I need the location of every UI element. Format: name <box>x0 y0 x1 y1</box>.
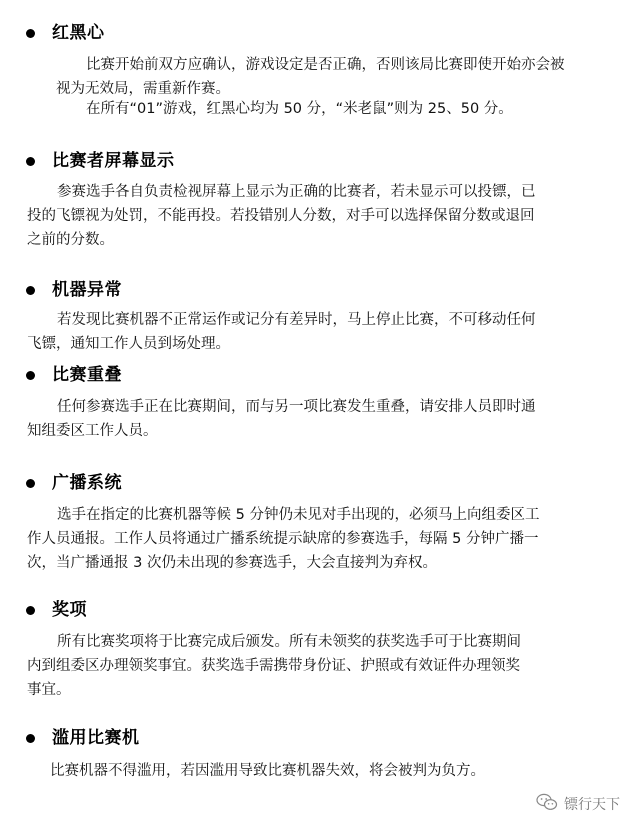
text-line: 视为无效局，需重新作赛。 <box>56 81 230 97</box>
bullet-icon <box>26 286 35 295</box>
paragraph <box>27 395 607 443</box>
section-heading <box>22 363 122 387</box>
text-line: 参赛选手各自负责检视屏幕上显示为正确的比赛者，若未显示可以投镖，已 <box>57 184 536 200</box>
section-heading-text: 奖项 <box>52 600 87 620</box>
paragraph <box>50 759 610 783</box>
text-line: 比赛开始前双方应确认，游戏设定是否正确，否则该局比赛即使开始亦会被 <box>86 57 565 73</box>
text-line: 内到组委区办理领奖事宜。获奖选手需携带身份证、护照或有效证件办理领奖 <box>27 658 520 674</box>
text-line: 比赛机器不得滥用，若因滥用导致比赛机器失效，将会被判为负方。 <box>50 763 485 779</box>
section-heading-text: 比赛重叠 <box>52 365 122 385</box>
paragraph <box>56 53 600 101</box>
text-line: 若发现比赛机器不正常运作或记分有差异时，马上停止比赛，不可移动任何 <box>57 312 536 328</box>
section-heading-text: 比赛者屏幕显示 <box>52 151 175 171</box>
bullet-icon <box>26 371 35 380</box>
bullet-icon <box>26 606 35 615</box>
bullet-icon <box>26 734 35 743</box>
text-line: 次，当广播通报 3 次仍未出现的参赛选手，大会直接判为弃权。 <box>27 555 437 571</box>
section-heading-text: 机器异常 <box>52 280 122 300</box>
section-heading <box>22 149 175 173</box>
paragraph <box>27 630 607 702</box>
paragraph <box>27 308 607 356</box>
section-heading <box>22 471 122 495</box>
watermark-text: 镖行天下 <box>564 797 620 813</box>
bullet-icon <box>26 479 35 488</box>
paragraph <box>56 97 600 121</box>
bullet-icon <box>26 29 35 38</box>
text-line: 在所有“01”游戏，红黑心均为 50 分，“米老鼠”则为 25、50 分。 <box>86 101 513 117</box>
text-line: 投的飞镖视为处罚，不能再投。若投错别人分数，对手可以选择保留分数或退回 <box>27 208 535 224</box>
section-heading-text: 滥用比赛机 <box>52 728 140 748</box>
text-line: 作人员通报。工作人员将通过广播系统提示缺席的参赛选手，每隔 5 分钟广播一 <box>27 531 539 547</box>
text-line: 任何参赛选手正在比赛期间，而与另一项比赛发生重叠，请安排人员即时通 <box>57 399 536 415</box>
section-heading-text: 红黑心 <box>52 23 105 43</box>
section-heading-text: 广播系统 <box>52 473 122 493</box>
text-line: 知组委区工作人员。 <box>27 423 158 439</box>
text-line: 所有比赛奖项将于比赛完成后颁发。所有未领奖的获奖选手可于比赛期间 <box>57 634 521 650</box>
paragraph <box>27 180 607 252</box>
bullet-icon <box>26 157 35 166</box>
text-line: 之前的分数。 <box>27 232 114 248</box>
section-heading <box>22 278 122 302</box>
paragraph <box>27 503 607 575</box>
text-line: 飞镖，通知工作人员到场处理。 <box>27 336 230 352</box>
section-heading <box>22 726 140 750</box>
text-line: 选手在指定的比赛机器等候 5 分钟仍未见对手出现的，必须马上向组委区工 <box>57 507 540 523</box>
section-heading <box>22 598 87 622</box>
text-line: 事宜。 <box>27 682 71 698</box>
section-heading <box>22 21 105 45</box>
wechat-icon <box>536 793 558 815</box>
watermark <box>536 793 620 815</box>
